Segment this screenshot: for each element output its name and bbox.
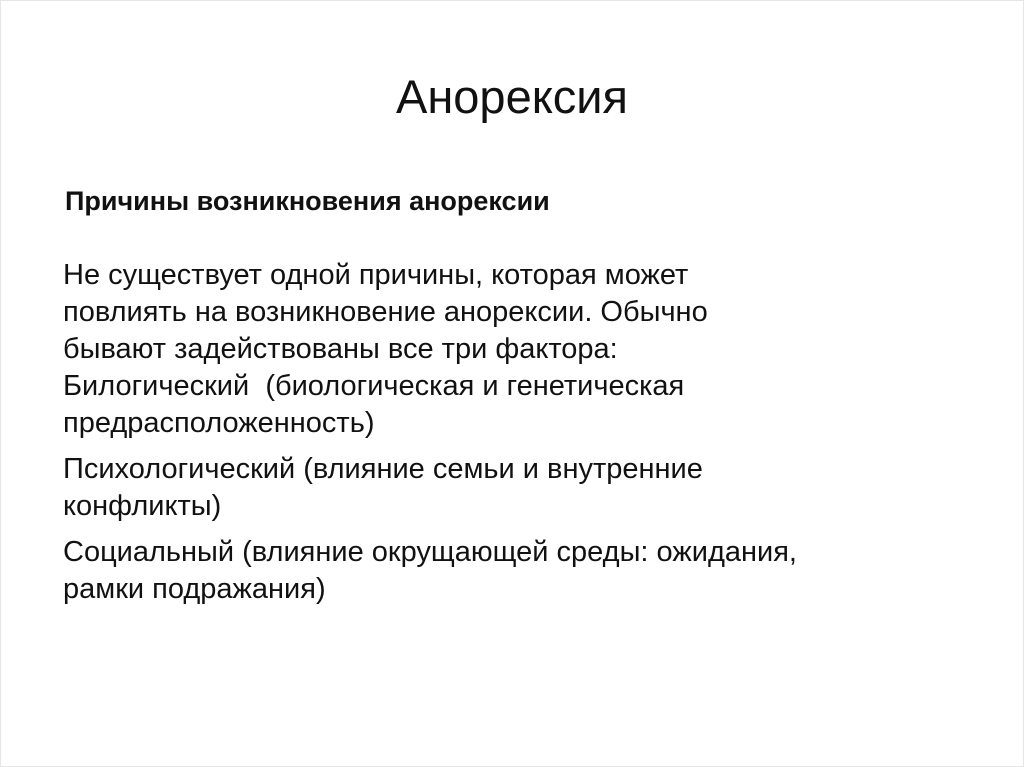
text-line: бывают задействованы все три фактора: [63,333,618,365]
paragraph-intro [63,257,983,442]
text-line: рамки подражания) [63,573,326,605]
text-line: Психологический (влияние семьи и внутренние [63,453,703,485]
slide-title: Анорексия [395,70,629,123]
text-line: предрасположенность) [63,407,375,439]
text-line: повлиять на возникновение анорексии. Обычно [63,296,708,328]
text-line: конфликты) [63,490,222,522]
text-line: Не существует одной причины, которая может [63,259,689,291]
paragraph-psychological [63,451,983,525]
text-line: Социальный (влияние окрущающей среды: ожидания, [63,536,797,568]
slide-body [63,257,983,617]
slide-subtitle: Причины возникновения анорексии [65,186,550,216]
paragraph-social [63,534,983,608]
text-line: Билогический (биологическая и генетическая [63,370,685,402]
